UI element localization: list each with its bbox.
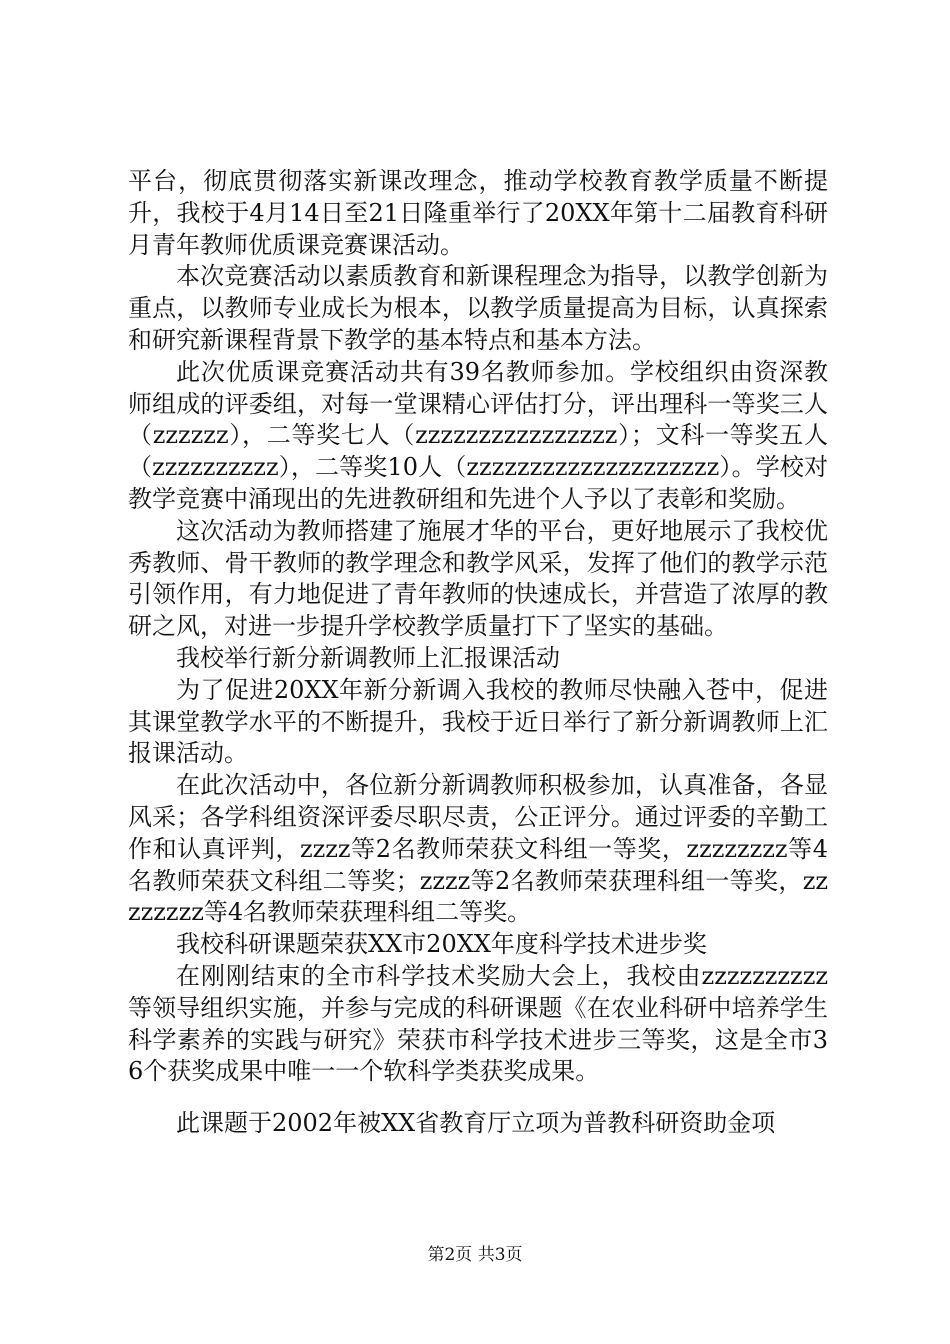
paragraph-report-lessons-results: 在此次活动中，各位新分新调教师积极参加，认真准备，各显风采；各学科组资深评委尽职尽责，公正评分。通过评委的辛勤工作和认真评判，zzzz等2名教师荣获文科组一等奖，zzzzzzzz等4名教师荣获文科组二等奖；zzzz等2名教师荣获理科组一等奖，zzzzzzzz等4名教师荣获理科组二等奖。 xyxy=(128,771,828,927)
paragraph-report-lessons-intro: 为了促进20XX年新分新调入我校的教师尽快融入苍中，促进其课堂教学水平的不断提升，我校于近日举行了新分新调教师上汇报课活动。 xyxy=(128,675,828,768)
section-heading-report-lessons: 我校举行新分新调教师上汇报课活动 xyxy=(176,643,560,672)
section-heading-research-award: 我校科研课题荣获XX市20XX年度科学技术进步奖 xyxy=(176,930,707,959)
paragraph-competition-results: 此次优质课竞赛活动共有39名教师参加。学校组织由资深教师组成的评委组，对每一堂课精心评估打分，评出理科一等奖三人（zzzzzz），二等奖七人（zzzzzzzzzzzzzzzz）；文科一等奖五人（zzzzzzzzzz），二等奖10人（zzzzzzzzzzzzzzzzzzzz）。学校对教学竞赛中涌现出的先进教研组和先进个人予以了表彰和奖励。 xyxy=(128,357,828,513)
paragraph-activity-summary: 这次活动为教师搭建了施展才华的平台，更好地展示了我校优秀教师、骨干教师的教学理念和教学风采，发挥了他们的教学示范引领作用，有力地促进了青年教师的快速成长，并营造了浓厚的教研之风，对进一步提升学校教学质量打下了坚实的基础。 xyxy=(128,516,828,641)
document-body xyxy=(128,166,828,1140)
paragraph-research-award: 在刚刚结束的全市科学技术奖励大会上，我校由zzzzzzzzzz等领导组织实施，并参与完成的科研课题《在农业科研中培养学生科学素养的实践与研究》荣获市科学技术进步三等奖，这是全市36个获奖成果中唯一一个软科学类获奖成果。 xyxy=(128,961,828,1086)
paragraph-research-project: 此课题于2002年被XX省教育厅立项为普教科研资助金项 xyxy=(176,1109,776,1138)
paragraph-continuation: 平台，彻底贯彻落实新课改理念，推动学校教育教学质量不断提升，我校于4月14日至21日隆重举行了20XX年第十二届教育科研月青年教师优质课竞赛课活动。 xyxy=(128,167,828,259)
page-footer: 第2页 共3页 xyxy=(427,1245,523,1265)
paragraph-competition-guidance: 本次竞赛活动以素质教育和新课程理念为指导，以教学创新为重点，以教师专业成长为根本，以教学质量提高为目标，认真探索和研究新课程背景下教学的基本特点和基本方法。 xyxy=(128,262,828,354)
